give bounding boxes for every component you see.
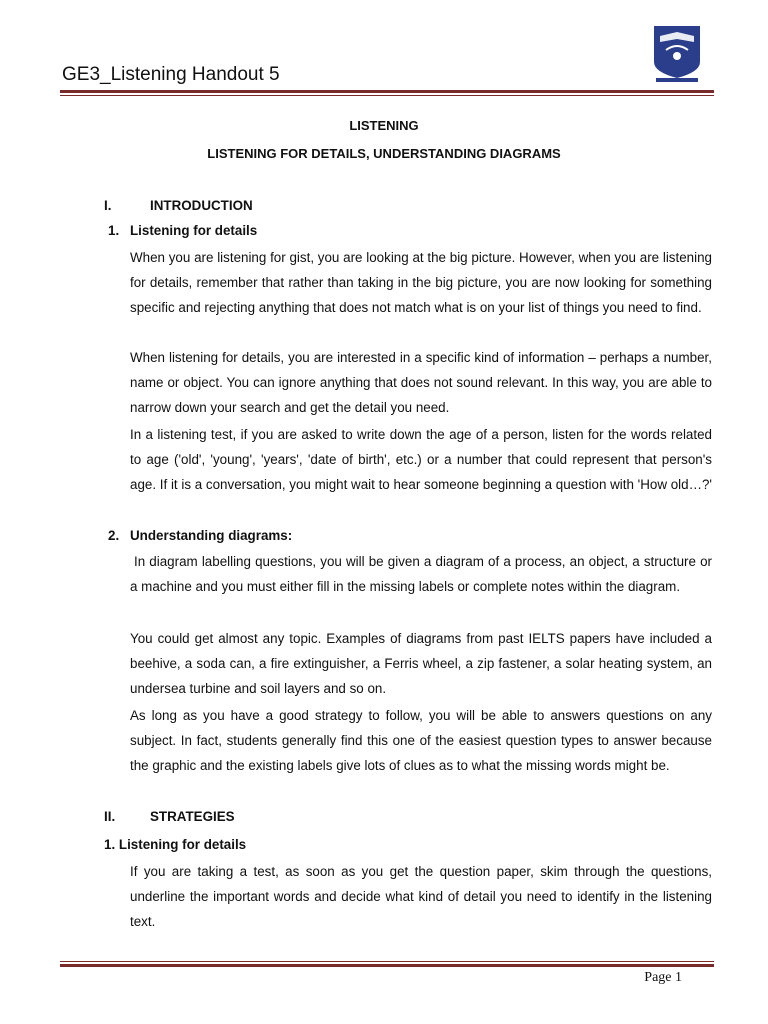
subsection-number-1: 1. <box>108 223 120 238</box>
page-number: Page 1 <box>644 970 682 985</box>
subsection-number-2: 2. <box>108 528 120 543</box>
paragraph-age-example: In a listening test, if you are asked to write down the age of a person, listen for the words related to age ('old', 'young', 'years', 'date of birth', etc.) or a number that could represent that person's age. If it is a conversation, you might wait to hear someone beginning a question with 'How old…?' <box>130 427 712 492</box>
header-rule <box>60 90 714 96</box>
section-numeral-strategies: II. <box>104 809 116 824</box>
section-heading-strategies: STRATEGIES <box>150 809 235 824</box>
university-logo <box>648 22 706 84</box>
subsection-heading-listening-details: Listening for details <box>130 223 258 238</box>
paragraph-test-tips: If you are taking a test, as soon as you get the question paper, skim through the questions, underline the important words and decide what kind of detail you need to identify in the listening text. <box>130 864 712 929</box>
strategies-subheading-listening-details: 1. Listening for details <box>104 837 247 852</box>
paragraph-strategy: As long as you have a good strategy to follow, you will be able to answers questions on any subject. In fact, students generally find this one of the easiest question types to answer because the graphic and the existing labels give lots of clues as to what the missing words might be. <box>130 708 712 773</box>
header-title: GE3_Listening Handout 5 <box>62 64 280 85</box>
paragraph-diagram-topics: You could get almost any topic. Examples of diagrams from past IELTS papers have included a beehive, a soda can, a fire extinguisher, a Ferris wheel, a zip fastener, a solar heating system, an undersea turbine and soil layers and so on. <box>130 631 712 696</box>
paragraph-gist: When you are listening for gist, you are looking at the big picture. However, when you are listening for details, remember that rather than taking in the big picture, you are now looking for something specific and rejecting anything that does not match what is on your list of things you need to find. <box>130 250 712 315</box>
footer-rule <box>60 961 714 967</box>
paragraph-specific-info: When listening for details, you are interested in a specific kind of information – perhaps a number, name or object. You can ignore anything that does not sound relevant. In this way, you are able to narrow down your search and get the detail you need. <box>130 350 712 415</box>
section-numeral-intro: I. <box>104 198 112 213</box>
subsection-heading-diagrams: Understanding diagrams: <box>130 528 293 543</box>
document-subtitle: LISTENING FOR DETAILS, UNDERSTANDING DIAGRAMS <box>207 146 561 161</box>
document-title: LISTENING <box>349 118 419 133</box>
section-heading-intro: INTRODUCTION <box>150 198 253 213</box>
paragraph-diagram-labelling: In diagram labelling questions, you will be given a diagram of a process, an object, a structure or a machine and you must either fill in the missing labels or complete notes within the diagram. <box>130 554 712 594</box>
